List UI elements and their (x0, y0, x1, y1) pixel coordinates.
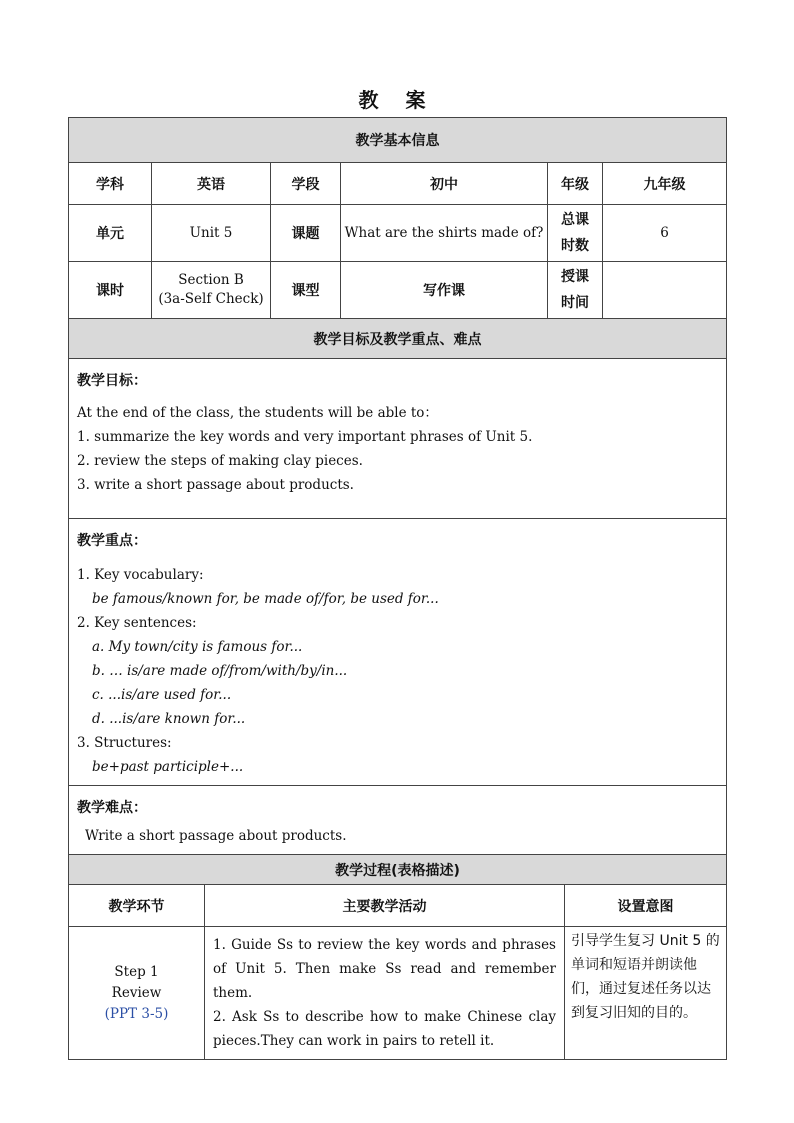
goals-header: 教学目标及教学重点、难点 (69, 319, 727, 359)
step-name: Step 1 (114, 963, 159, 980)
stage-value: 初中 (341, 163, 548, 205)
key-points-section (69, 519, 727, 786)
subject-value: 英语 (152, 163, 271, 205)
key-sentence: a. My town/city is famous for... (92, 639, 303, 655)
col-step-header: 教学环节 (69, 885, 205, 927)
grade-value: 九年级 (603, 163, 727, 205)
topic-value: What are the shirts made of? (341, 205, 548, 262)
objectives-section (69, 359, 727, 519)
teaching-time-label-line2: 时间 (561, 295, 589, 311)
difficulty-text: Write a short passage about products. (85, 828, 347, 844)
objectives-intro: At the end of the class, the students will be able to： (77, 405, 438, 421)
key-vocab-label: 1. Key vocabulary: (77, 567, 204, 583)
difficulty-section (69, 786, 727, 855)
col-purpose-header: 设置意图 (565, 885, 727, 927)
objective-item: 1. summarize the key words and very important phrases of Unit 5. (77, 429, 533, 445)
key-vocab: be famous/known for, be made of/for, be used for... (92, 591, 439, 607)
topic-label: 课题 (271, 205, 341, 262)
structures-label: 3. Structures: (77, 735, 172, 751)
total-hours-label-line1: 总课 (561, 212, 589, 228)
activity-item: 2. Ask Ss to describe how to make Chinese clay pieces.They can work in pairs to retell it. (213, 1009, 556, 1049)
type-value: 写作课 (341, 262, 548, 319)
objectives-label: 教学目标： (77, 373, 147, 389)
key-sentences-label: 2. Key sentences: (77, 615, 197, 631)
key-sentence: c. ...is/are used for... (92, 687, 232, 703)
step-cell (69, 927, 205, 1060)
lesson-value (152, 262, 271, 319)
activity-cell (205, 927, 565, 1060)
total-hours-label (548, 205, 603, 262)
total-hours-value: 6 (603, 205, 727, 262)
document-title: 教 案 (358, 88, 436, 112)
basic-info-header: 教学基本信息 (69, 118, 727, 163)
step-ppt: (PPT 3-5) (104, 1005, 169, 1022)
lesson-value-line2: (3a-Self Check) (158, 291, 264, 307)
lesson-plan (68, 117, 726, 1060)
activity-item: 1. Guide Ss to review the key words and phrases of Unit 5. Then make Ss read and remember them. (213, 937, 556, 1001)
type-label: 课型 (271, 262, 341, 319)
process-header: 教学过程(表格描述) (69, 855, 727, 885)
unit-label: 单元 (69, 205, 152, 262)
stage-label: 学段 (271, 163, 341, 205)
structure: be+past participle+... (92, 759, 244, 775)
unit-value: Unit 5 (152, 205, 271, 262)
teaching-time-value (603, 262, 727, 319)
difficulty-label: 教学难点： (77, 800, 147, 816)
table-row (69, 927, 727, 1060)
teaching-time-label (548, 262, 603, 319)
key-points-label: 教学重点： (77, 533, 147, 549)
objective-item: 2. review the steps of making clay pieces. (77, 453, 363, 469)
teaching-time-label-line1: 授课 (561, 269, 589, 285)
col-activity-header: 主要教学活动 (205, 885, 565, 927)
key-sentence: d. ...is/are known for... (92, 711, 246, 727)
purpose-cell: 引导学生复习 Unit 5 的单词和短语并朗读他们，通过复述任务以达到复习旧知的目的。 (565, 927, 727, 1060)
grade-label: 年级 (548, 163, 603, 205)
total-hours-label-line2: 时数 (561, 238, 589, 254)
key-sentence: b. … is/are made of/from/with/by/in... (92, 663, 348, 679)
basic-info-table (68, 117, 727, 855)
lesson-value-line1: Section B (178, 272, 244, 288)
process-table (68, 854, 727, 1060)
objective-item: 3. write a short passage about products. (77, 477, 354, 493)
subject-label: 学科 (69, 163, 152, 205)
step-title: Review (111, 984, 162, 1001)
lesson-label: 课时 (69, 262, 152, 319)
